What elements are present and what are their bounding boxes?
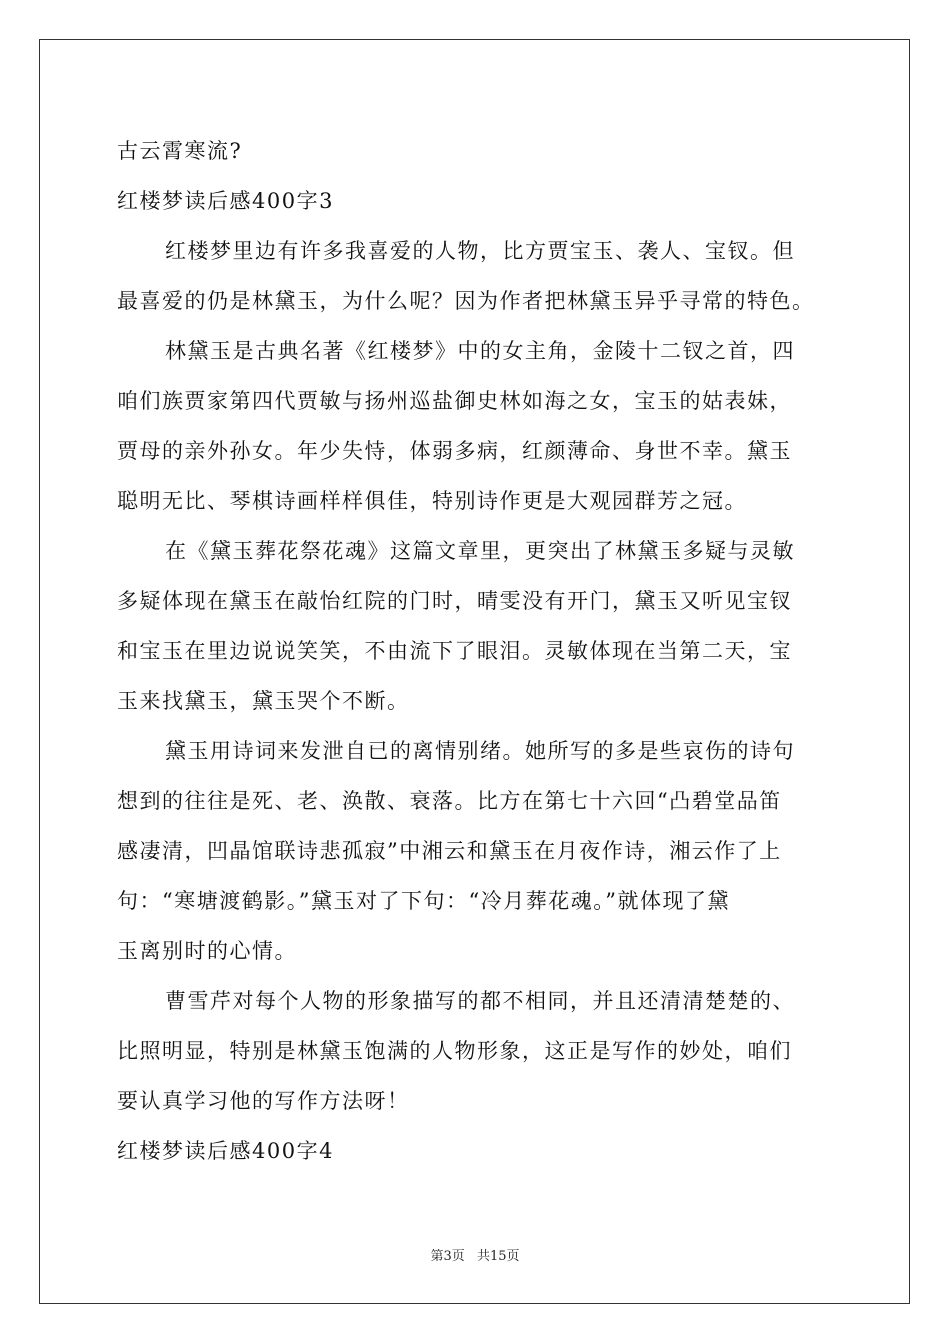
section-heading: 红楼梦读后感400字4 [117,1139,334,1163]
text-line: 最喜爱的仍是林黛玉，为什么呢？因为作者把林黛玉异乎寻常的特色。 [117,289,815,313]
section-heading: 红楼梦读后感400字3 [117,189,334,213]
text-line: 古云霄寒流? [117,139,243,163]
text-line: 红楼梦里边有许多我喜爱的人物，比方贾宝玉、袭人、宝钗。但 [165,239,795,263]
text-line: 林黛玉是古典名著《红楼梦》中的女主角，金陵十二钗之首，四 [165,339,795,363]
text-line: 和宝玉在里边说说笑笑，不由流下了眼泪。灵敏体现在当第二天，宝 [117,639,792,663]
text-line: 句：“寒塘渡鹤影。”黛玉对了下句：“冷月葬花魂。”就体现了黛 [117,889,730,913]
page-number: 第3页 [430,1249,465,1264]
text-line: 贾母的亲外孙女。年少失恃，体弱多病，红颜薄命、身世不幸。黛玉 [117,439,792,463]
text-line: 比照明显，特别是林黛玉饱满的人物形象，这正是写作的妙处，咱们 [117,1039,792,1063]
text-line: 感凄清，凹晶馆联诗悲孤寂”中湘云和黛玉在月夜作诗，湘云作了上 [117,839,782,863]
text-line: 咱们族贾家第四代贾敏与扬州巡盐御史林如海之女，宝玉的姑表妹， [117,389,792,413]
text-line: 曹雪芹对每个人物的形象描写的都不相同，并且还清清楚楚的、 [165,989,795,1013]
text-line: 黛玉用诗词来发泄自已的离情别绪。她所写的多是些哀伤的诗句 [165,739,795,763]
text-line: 在《黛玉葬花祭花魂》这篇文章里，更突出了林黛玉多疑与灵敏 [165,539,795,563]
text-line: 想到的往往是死、老、涣散、衰落。比方在第七十六回“凸碧堂品笛 [117,789,782,813]
text-line: 玉来找黛玉，黛玉哭个不断。 [117,689,410,713]
text-line: 玉离别时的心情。 [117,939,297,963]
text-line: 聪明无比、琴棋诗画样样俱佳，特别诗作更是大观园群芳之冠。 [117,489,747,513]
page-total: 共15页 [476,1249,520,1264]
text-line: 多疑体现在黛玉在敲怡红院的门时，晴雯没有开门，黛玉又听见宝钗 [117,589,792,613]
page-footer [0,1248,950,1266]
text-line: 要认真学习他的写作方法呀！ [117,1089,410,1113]
